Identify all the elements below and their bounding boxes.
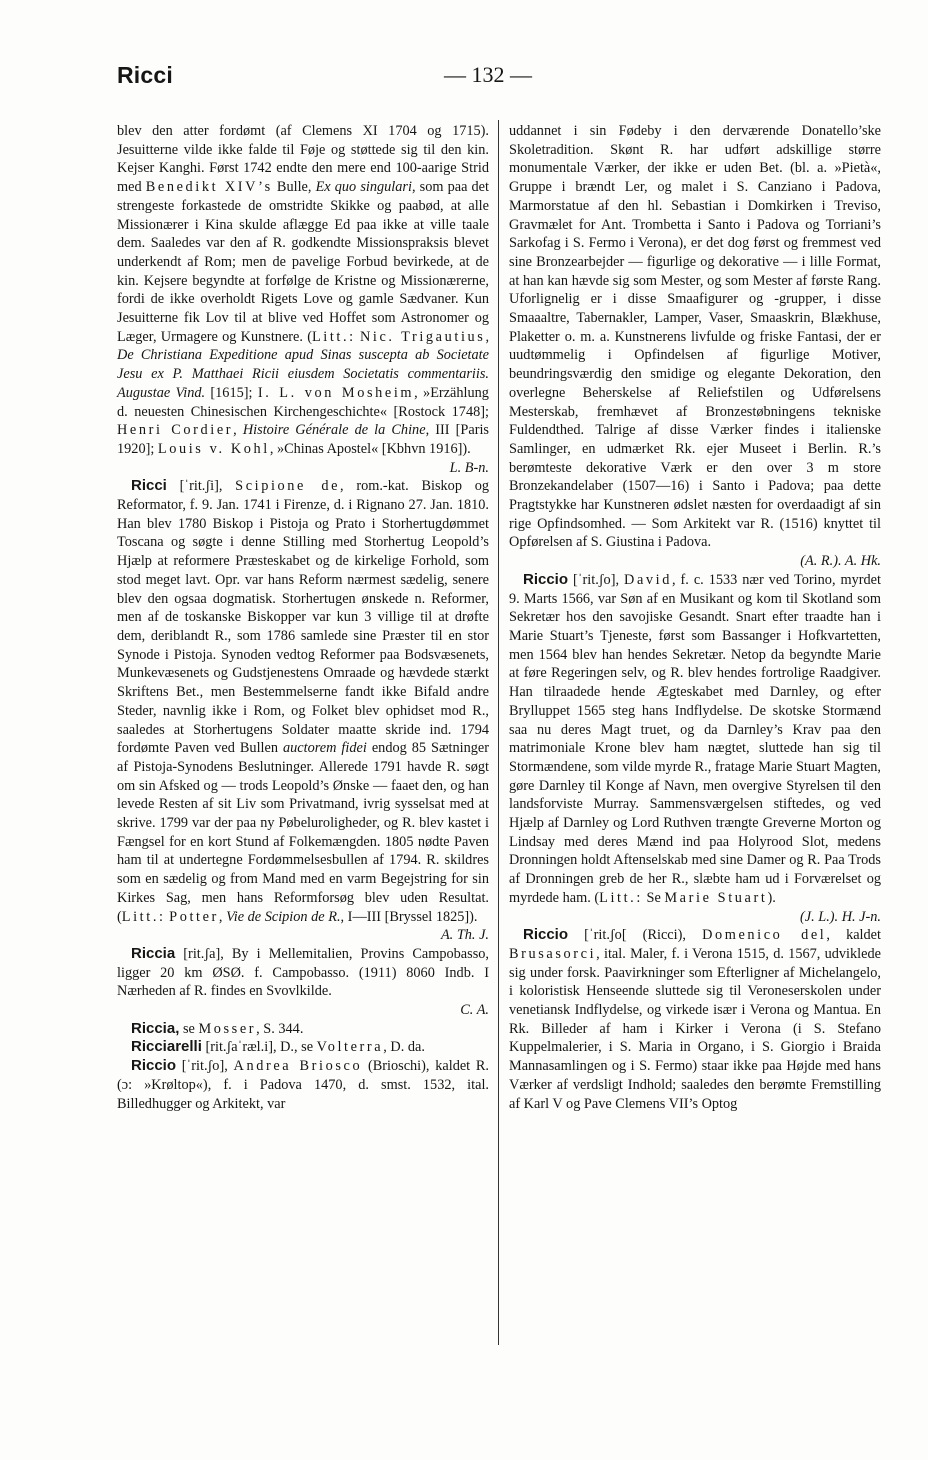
cross-reference-link: Mosser [198, 1020, 257, 1037]
entry-riccia-crossref: Riccia, se Mosser, S. 344. [131, 1019, 304, 1037]
author-signature: C. A. [460, 1002, 489, 1019]
headword: Riccia, [131, 1019, 180, 1037]
headword: Riccia [131, 944, 176, 962]
entry-riccio-domenico: Riccio [ˈrit.ʃo[ (Ricci), Domenico del, kaldet Brusasorci, ital. Maler, f. i Verona 1515, d. 1567, udviklede sig under forsk. Paavirkninger som Efterligner af Michelangelo, i koloristisk Henseende sluttede sig til Veroneserskolen under venetiansk Indflydelse, og virkede især i Verona og Mantua. En Rk. Billeder af ham i Kirker i Verona (i S. Stefano Kuppelmalerier, i S. Maria in Organo, i S. Giorgio i Braida Mannasamlingen og i S. Fermo) staar ikke paa Højde med hans Værker af verdsligt Indhold; saaledes den berømte Fremstilling af Karl V og Pave Clemens VII’s Optog [509, 926, 881, 1112]
headword: Riccio [523, 926, 569, 944]
left-column [117, 122, 489, 1113]
entry-riccio-andrea: Riccio [ˈrit.ʃo], Andrea Briosco (Brioschi), kaldet R. (ɔ: »Krøltop«), f. i Padova 1470, d. smst. 1532, ital. Billedhugger og Arkitekt, var [117, 1057, 489, 1112]
entry-riccio-david: Riccio [ˈrit.ʃo], David, f. c. 1533 nær ved Torino, myrdet 9. Marts 1566, var Søn af en Musikant og kom til Skotland som Sekretær hos den savojiske Gesandt. Snart efter traadte han i Marie Stuart’s Tjeneste, først som Bassanger i Hofkvartetten, men 1564 blev han hendes Sekretær. Netop da begyndte Marie at føre Regeringen selv, og R. blev hendes fortrolige Raadgiver. Han tilraadede hende Ægteskabet med Darnley, og efter Brylluppet 1565 steg hans Indflydelse. De skotske Stormænd saa nu deres Magt truet, og da Darnley’s Krav paa den matrimoniale Krone blev ham nægtet, sluttede han sig til Stormændene, som vilde myrde R., fratage Marie Stuart Magten, gøre Darnley til Konge af Navn, men overgive Styrelsen til den landsforviste Murray. Sammensværgelsen stiftedes, og ved Hjælp af Darnley og Lord Ruthven trængte Greverne Morton og Lindsay med deres Mænd ind paa Holyrood Slot, medens Dronningen holdt Aftenselskab med sine Damer og R. Paa Trods af Dronningen greb de her R., slæbte ham ud i Forværelset og myrdede ham. (Litt.: Se Marie Stuart). (J. L.). H. J-n. [509, 570, 881, 925]
entry-ricciarelli: Ricciarelli [rit.ʃaˈræl.i], D., se Volterra, D. da. [131, 1038, 425, 1056]
entry-riccia: Riccia [rit.ʃa], By i Mellemitalien, Provins Campobasso, ligger 20 km ØSØ. f. Campobasso. (1911) 8060 Indb. I Nærheden af R. findes en Svovlkilde. C. A. [117, 944, 489, 1019]
cross-reference-link: Volterra [316, 1039, 384, 1056]
author-signature: (A. R.). A. Hk. [800, 553, 881, 570]
headword: Ricci [131, 477, 167, 495]
entry-ricci-scipione: Ricci [ˈrit.ʃi], Scipione de, rom.-kat. Biskop og Reformator, f. 9. Jan. 1741 i Firenze, d. i Rignano 27. Jan. 1810. Han blev 1780 Biskop i Pistoja og Prato i Storhertugdømmet Toscana og søgte i denne Stilling med Storhertug Leopold’s Hjælp at reformere Præsteskabet og de kirkelige Forhold, som stod meget lavt. Opr. var hans Reform nærmest sædelig, senere blev den ogsaa dogmatisk. Storhertugen ønskede n. Reformer, men af de toskanske Biskopper var kun 3 villige til at drøfte dem, deriblandt R., som 1786 samlede sine Præster til en stor Synode i Pistoja. Synoden vedtog Reformer paa Bodsvæsenets, Munkevæsenets og Gudstjenestens Omraade og hævdede stærkt Skriftens Bet., men Bestemmelserne fandt ikke Bifald andre Steder, navnlig ikke i Rom, og Folket blev ophidset mod R., saaledes at Storhertugens Soldater maatte skride ind. 1794 fordømte Paven ved Bullen auctorem fidei endog 85 Sætninger af Pistoja-Synodens Beslutninger. Allerede 1791 havde R. søgt om sin Afsked og — trods Leopold’s Ønske — faaet den, og han levede Resten af sit Liv som Privatmand, ivrig sysselsat med at skrive. 1799 var der paa ny Pøbeluroligheder, og R. blev kastet i Fængsel for en kort Stund af Folkemængden. 1805 nødte Paven ham til at undertegne Fordømmelsesbullen af 1794. R. skildres som en sædelig og from Mand med en varm Begejstring for sin Kirkes Sag, men hans Reformforsøg blev uden Resultat. (Litt.: Potter, Vie de Scipion de R., I—III [Bryssel 1825]). A. Th. J. [117, 477, 489, 944]
entry-ricci-matteo-continued: blev den atter fordømt (af Clemens XI 1704 og 1715). Jesuitterne vilde ikke falde til Føje og støttede sig til den kin. Kejser Kanghi. Først 1742 endte den mere end 100-aarige Strid med Benedikt XIV’s Bulle, Ex quo singulari, som paa det strengeste forkastede de omstridte Skikke og paabød, at alle Missionærer i Kina skulde aflægge Ed paa ikke at ville taale dem. Saaledes var den af R. godkendte Missionspraksis blevet underkendt af Rom; men de pavelige Forbud bevirkede, at de kin. Kejsere begyndte at forfølge de Kristne og Missionærerne, fordi de ikke overholdt Rigets Love og gamle Sædvaner. Kun Jesuitterne fik Lov til at blive ved Hoffet som Astronomer og Læger, Urmagere og Kunstnere. (Litt.: Nic. Trigautius, De Christiana Expeditione apud Sinas suscepta ab Societate Jesu ex P. Matthaei Ricii eiusdem Societatis commentariis. Augustae Vind. [1615]; I. L. von Mosheim, »Erzählung d. neuesten Chinesischen Kirchengeschichte« [Rostock 1748]; Henri Cordier, Histoire Générale de la Chine, III [Paris 1920]; Louis v. Kohl, »Chinas Apostel« [Kbhvn 1916]). L. B-n. [117, 123, 490, 476]
author-signature: A. Th. J. [440, 927, 489, 944]
column-divider [498, 120, 499, 1345]
headword: Riccio [131, 1057, 177, 1075]
cross-reference-link: Marie Stuart [664, 889, 768, 906]
author-signature: (J. L.). H. J-n. [800, 908, 881, 925]
entry-riccio-andrea-continued: uddannet i sin Fødeby i den derværende Donatello’ske Skoletradition. Skønt R. har udført adskillige større monumentale Værker, der ikke er uden Bet. (bl. a. »Pietà«, Gruppe i brændt Ler, og malet i S. Canziano i Padova, Marmorstatue af den hl. Sebastian i Domkirken i Treviso, Gravmælet for Ant. Trombetta i Santo i Padova og Torriani’s Sarkofag i S. Fermo i Verona), er det dog først og fremmest ved sine Bronzearbejder — figurlige og dekorative — i lille Format, at han kan hævde sig som Mester, og som Mester af første Rang. Uforlignelig er i disse Smaafigurer og -grupper, i disse Smaaaltre, Tabernakler, Lamper, Vaser, Smaaskrin, Blækhuse, Plaketter o. m. a. Kunstnerens livfulde og friske Fantasi, der er uudtømmelig i Opfindelsen af figurlige Motiver, beundringsværdig den smidige og elegante Dekoration, den overlegne Beherskelse af Reliefstilen og Udførelsens Mesterskab, fremhævet af Bronzestøbningens tekniske Fuldendthed. Talrige af disse Værker findes i italienske Samlinger, en udmærket Rk. ejer Museet i Berlin. R.’s berømteste dekorative Værk er den over 3 m store Bronzekandelaber (1507—16) i Santo i Padova; paa dette Pragtstykke har Kunstneren ødslet næsten for overdaadigt af sin rige Opfindsomhed. — Som Arkitekt var R. (1516) knyttet til Opførelsen af S. Giustina i Padova. (A. R.). A. Hk. [509, 123, 881, 570]
headword: Ricciarelli [131, 1038, 202, 1056]
running-head: Ricci [117, 62, 173, 88]
headword: Riccio [523, 570, 569, 588]
author-signature: L. B-n. [449, 459, 489, 476]
page-number: — 132 — [444, 62, 532, 87]
right-column [509, 122, 881, 1113]
